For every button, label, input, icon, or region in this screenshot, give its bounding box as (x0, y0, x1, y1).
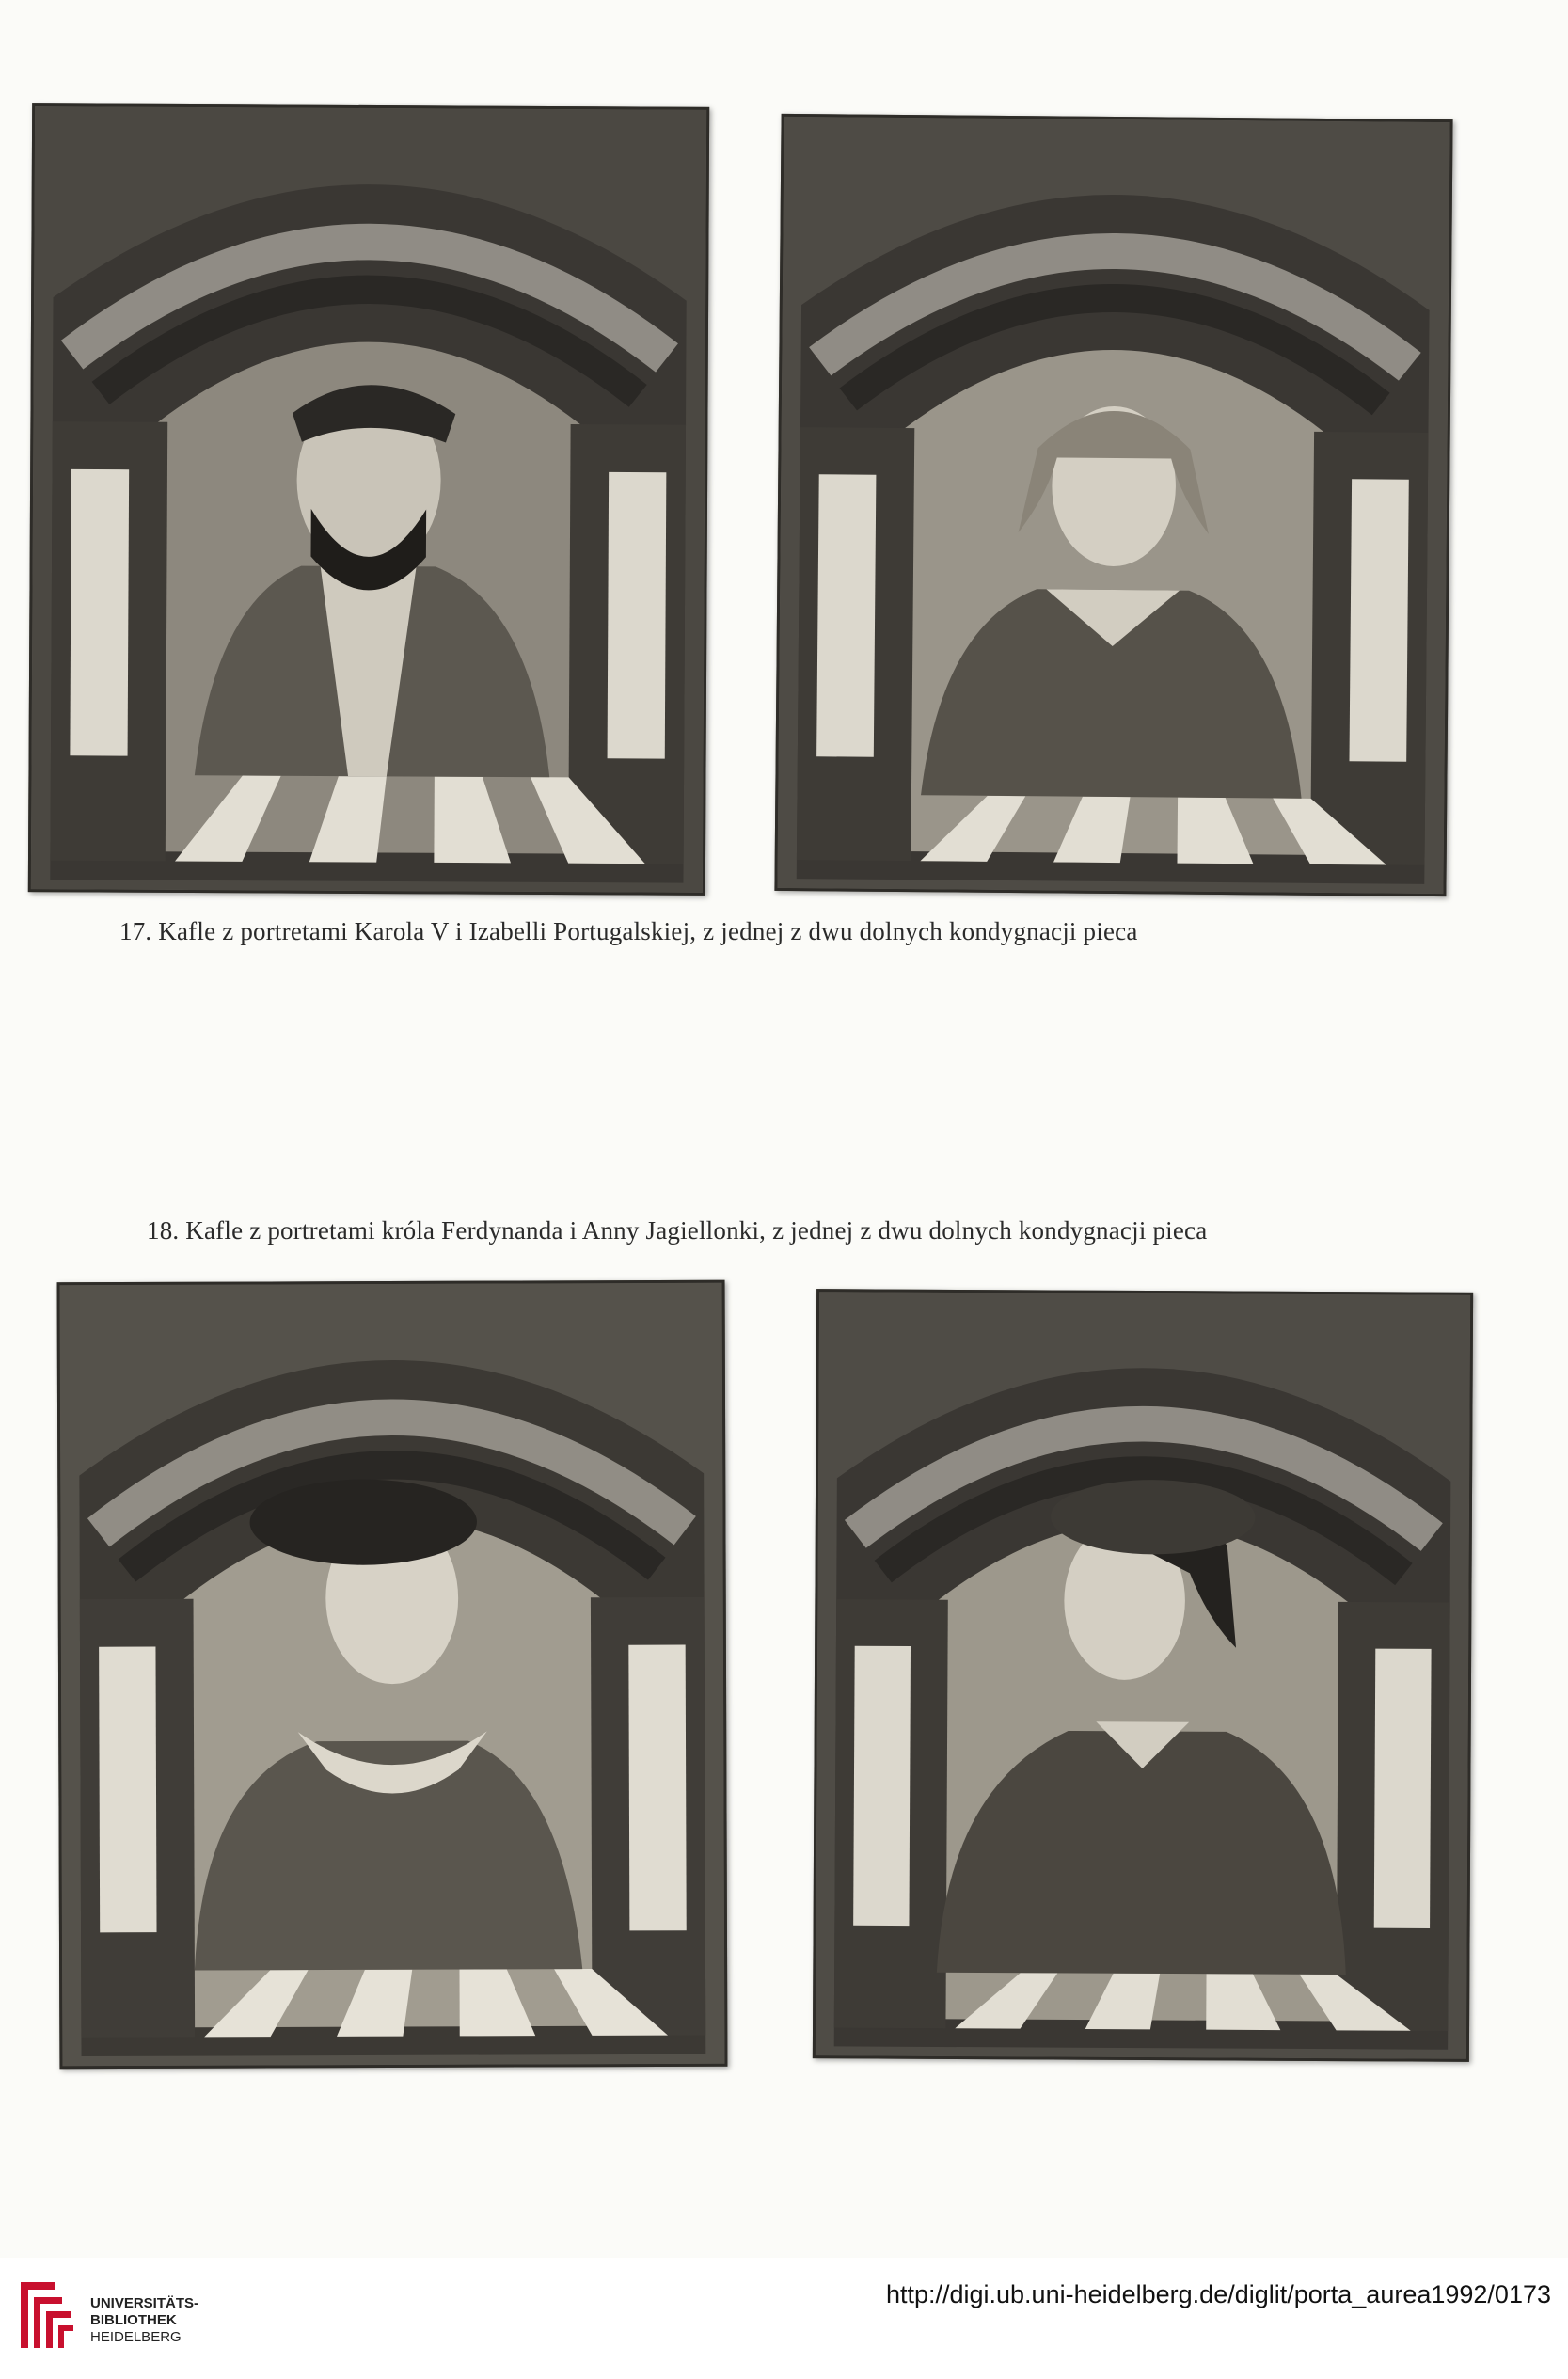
footer-bar (0, 2258, 1568, 2379)
bleed-through-text (179, 1007, 1289, 1061)
figure-18-caption: 18. Kafle z portretami króla Ferdynanda i Anny Jagiellonki, z jednej z dwu dolnych kondygnacji pieca (147, 1216, 1208, 1245)
tile-portrait-king-ferdinand (57, 1280, 728, 2069)
library-name (90, 2295, 198, 2346)
source-url-link[interactable]: http://digi.ub.uni-heidelberg.de/diglit/porta_aurea1992/0173 (885, 2280, 1551, 2308)
figure-17-caption: 17. Kafle z portretami Karola V i Izabelli Portugalskiej, z jednej z dwu dolnych kondygnacji pieca (119, 917, 1138, 945)
tile-portrait-charles-v (28, 103, 709, 896)
tile-relief-image (31, 106, 706, 893)
tile-portrait-isabella-of-portugal (774, 114, 1452, 896)
tile-relief-image (60, 1283, 725, 2066)
tile-relief-image (816, 1292, 1470, 2059)
tile-relief-image (777, 117, 1449, 894)
library-name-line-2: BIBLIOTHEK (90, 2312, 177, 2328)
heidelberg-library-logo-icon (17, 2276, 77, 2355)
library-name-line-3: HEIDELBERG (90, 2329, 182, 2345)
library-name-line-1: UNIVERSITÄTS- (90, 2295, 199, 2311)
tile-portrait-anna-jagiellon (813, 1289, 1473, 2062)
